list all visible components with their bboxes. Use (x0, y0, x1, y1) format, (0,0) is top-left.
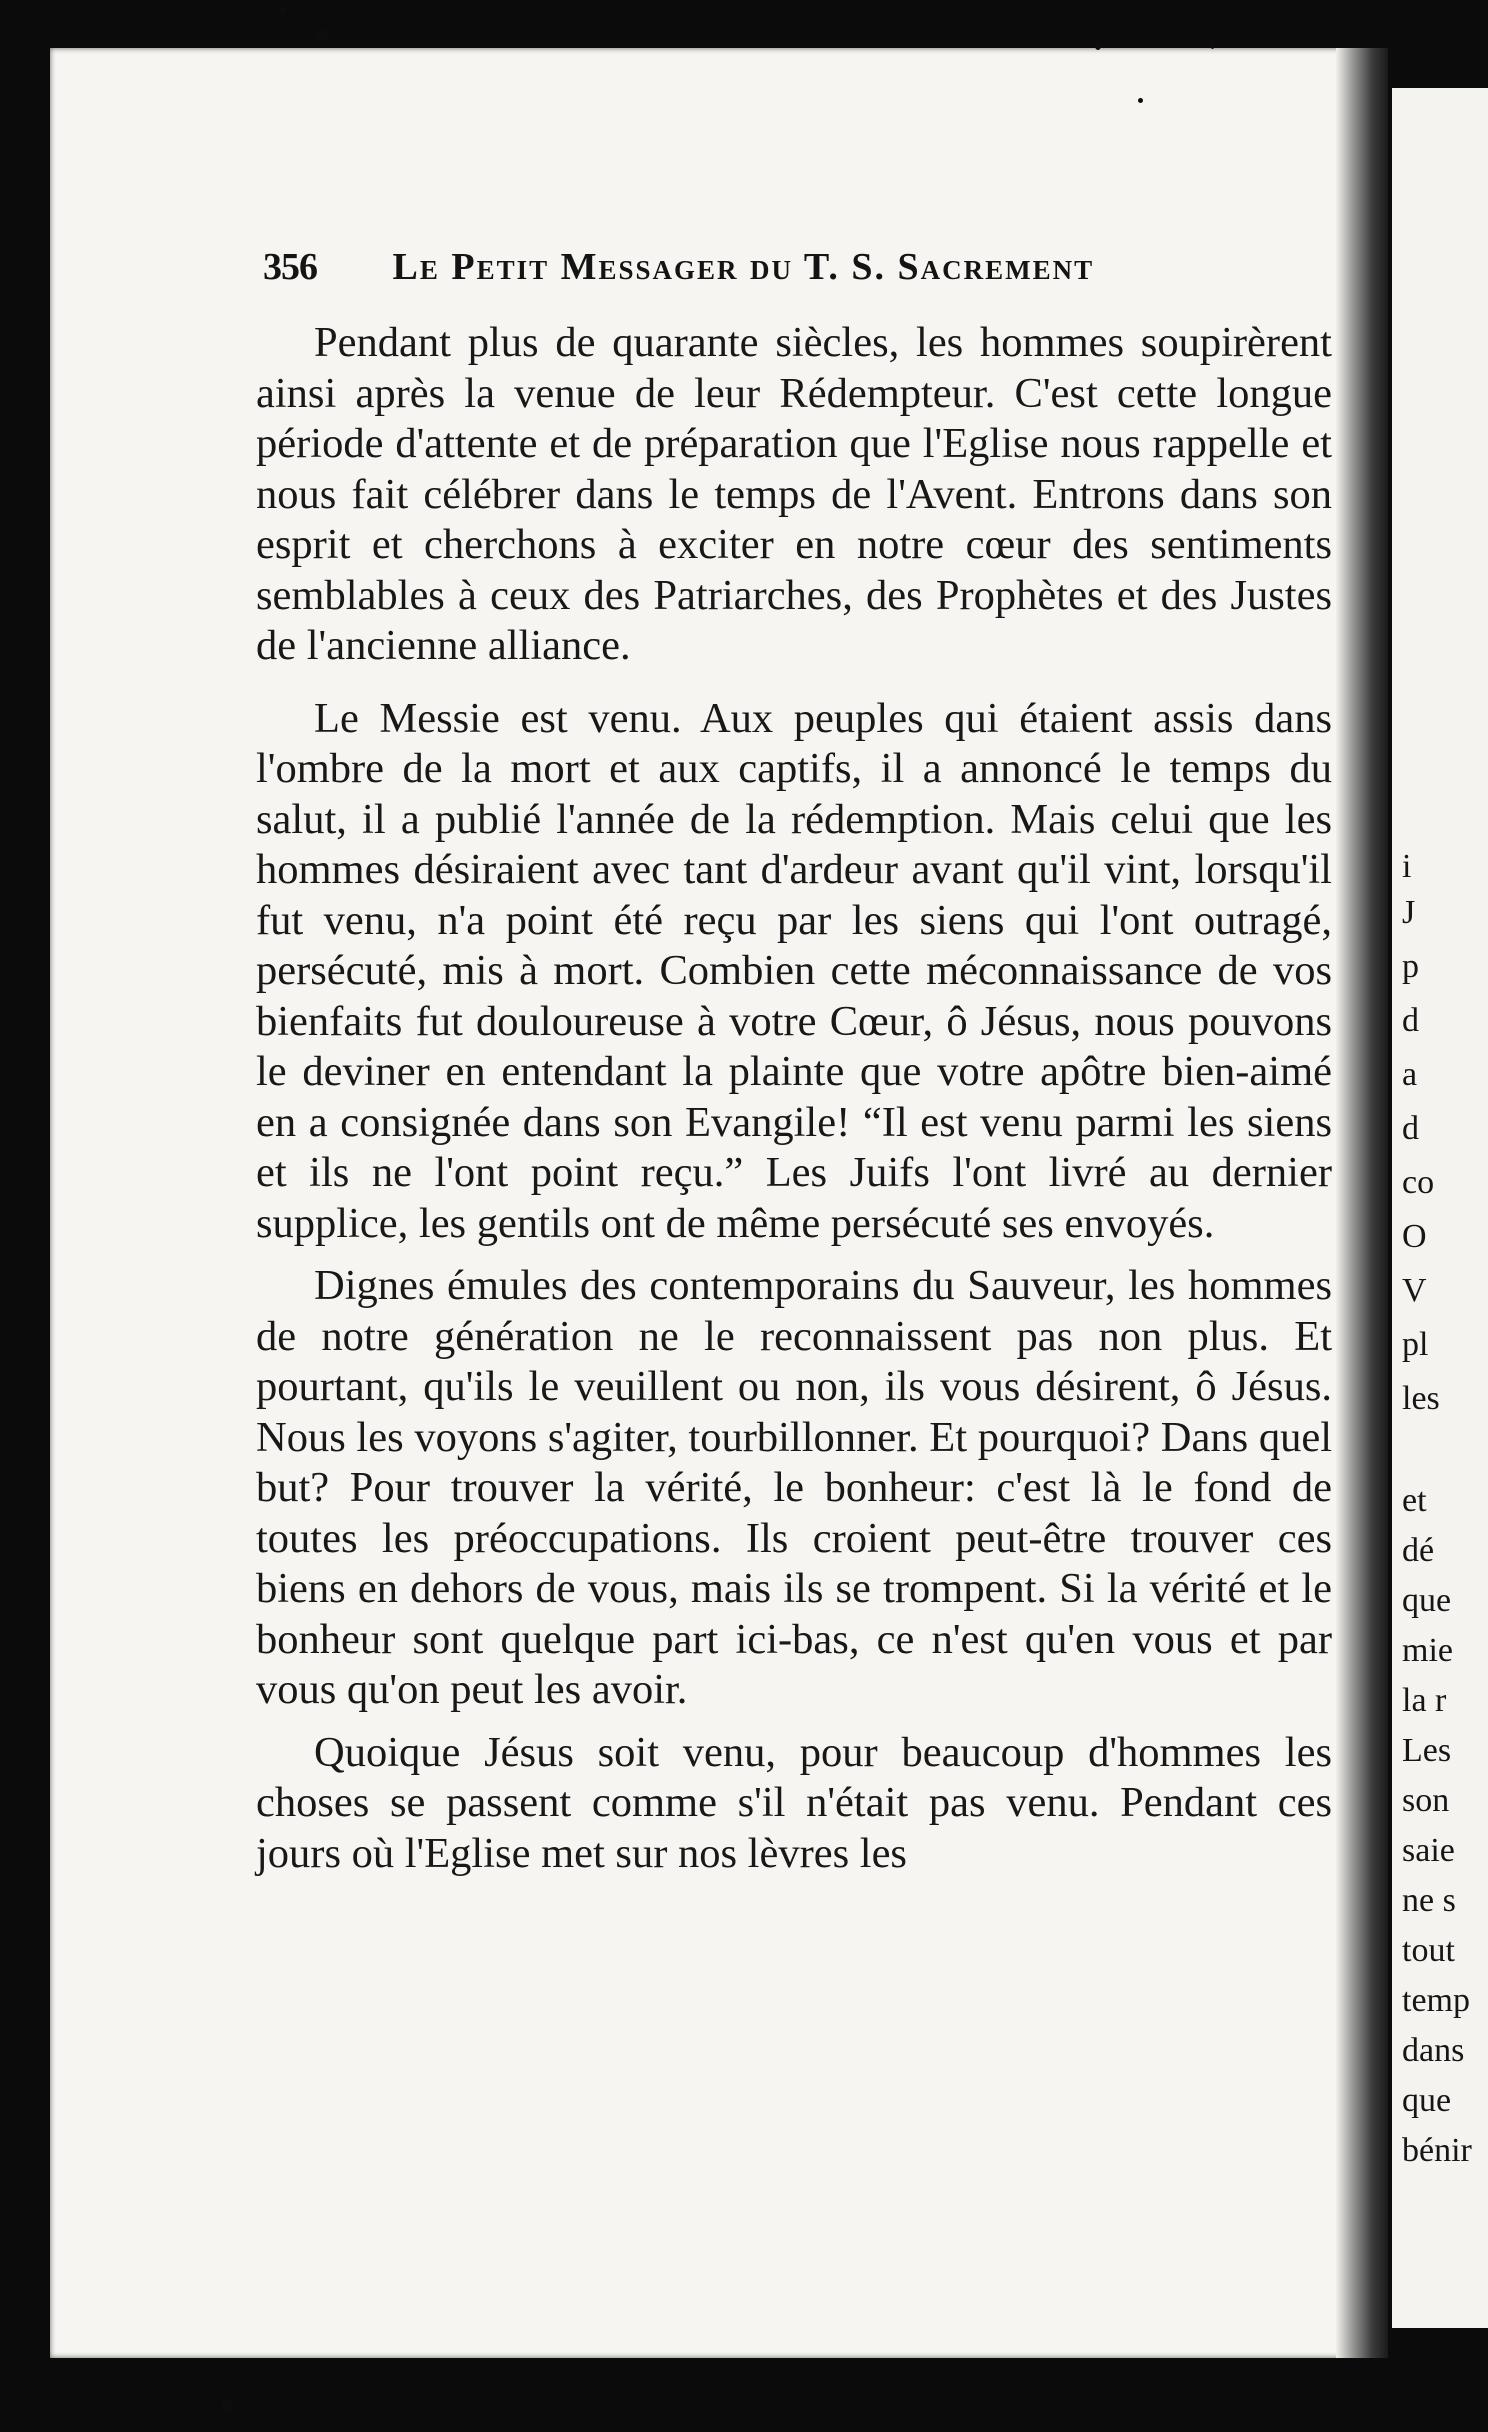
adjacent-page-fragment: les (1402, 1380, 1440, 1417)
adjacent-page-fragment: Les (1402, 1732, 1452, 1769)
paragraph: Le Messie est venu. Aux peuples qui étaient assis dans l'ombre de la mort et aux captifs, il a annoncé le temps du salut, il a publié l'année de la rédemption. Mais celui que les hommes désiraient avec tant d'ardeur avant qu'il vint, lorsqu'il fut venu, n'a point été reçu par les siens qui l'ont outragé, persécuté, mis à mort. Combien cette méconnaissance de vos bienfaits fut douloureuse à votre Cœur, ô Jésus, nous pouvons le deviner en entendant la plainte que votre apôtre bien-aimé en a consignée dans son Evangile! “Il est venu parmi les siens et ils ne l'ont point reçu.” Les Juifs l'ont livré au dernier supplice, les gentils ont de même persécuté ses envoyés. (256, 694, 1332, 1247)
adjacent-page-fragment: d (1402, 1002, 1419, 1039)
adjacent-page-fragment: bénir (1402, 2132, 1472, 2169)
page-header (263, 245, 1183, 295)
adjacent-page-fragment: temp (1402, 1982, 1470, 2019)
adjacent-page-fragment: i (1402, 848, 1412, 885)
adjacent-page-fragment: mie (1402, 1632, 1453, 1669)
adjacent-page-fragment: dé (1402, 1532, 1435, 1569)
adjacent-page-fragment: pl (1402, 1326, 1429, 1363)
paragraph: Pendant plus de quarante siècles, les hommes soupirèrent ainsi après la venue de leur Rédempteur. C'est cette longue période d'attente et de préparation que l'Eglise nous rappelle et nous fait célébrer dans le temps de l'Avent. Entrons dans son esprit et cherchons à exciter en notre cœur des sentiments semblables à ceux des Patriarches, des Prophètes et des Justes de l'ancienne alliance. (256, 319, 1332, 669)
adjacent-page-fragment: saie (1402, 1832, 1455, 1869)
adjacent-page-fragment: O (1402, 1218, 1427, 1255)
adjacent-page-fragment: p (1402, 948, 1419, 985)
adjacent-page-fragment: ne s (1402, 1882, 1456, 1919)
paragraph: Quoique Jésus soit venu, pour beaucoup d'hommes les choses se passent comme s'il n'était pas venu. Pendant ces jours où l'Eglise met sur nos lèvres les (256, 1728, 1332, 1877)
running-title: Le Petit Messager du T. S. Sacrement (392, 246, 1095, 288)
body-text (256, 318, 1332, 1879)
adjacent-page-fragment: que (1402, 2082, 1452, 2119)
page-number: 356 (263, 246, 317, 288)
adjacent-page-edge (1392, 88, 1488, 2328)
adjacent-page-fragment: et (1402, 1482, 1427, 1519)
adjacent-page-fragment: la r (1402, 1682, 1447, 1719)
adjacent-page-fragment: d (1402, 1110, 1419, 1147)
adjacent-page-fragment: dans (1402, 2032, 1465, 2069)
adjacent-page-fragment: tout (1402, 1932, 1455, 1969)
adjacent-page-fragment: que (1402, 1582, 1452, 1619)
adjacent-page-fragment: co (1402, 1164, 1435, 1201)
book-gutter-shadow (1336, 48, 1388, 2358)
adjacent-page-fragment: J (1402, 894, 1416, 931)
paragraph: Dignes émules des contemporains du Sauveur, les hommes de notre génération ne le reconnaissent pas non plus. Et pourtant, qu'ils le veuillent ou non, ils vous désirent, ô Jésus. Nous les voyons s'agiter, tourbillonner. Et pourquoi? Dans quel but? Pour trouver la vérité, le bonheur: c'est là le fond de toutes les préoccupations. Ils croient peut-être trouver ces biens en dehors de vous, mais ils se trompent. Si la vérité et le bonheur sont quelque part ici-bas, ce n'est qu'en vous et par vous qu'on peut les avoir. (256, 1262, 1332, 1713)
adjacent-page-fragment: V (1402, 1272, 1427, 1309)
adjacent-page-fragment: a (1402, 1056, 1418, 1093)
adjacent-page-fragment: son (1402, 1782, 1450, 1819)
